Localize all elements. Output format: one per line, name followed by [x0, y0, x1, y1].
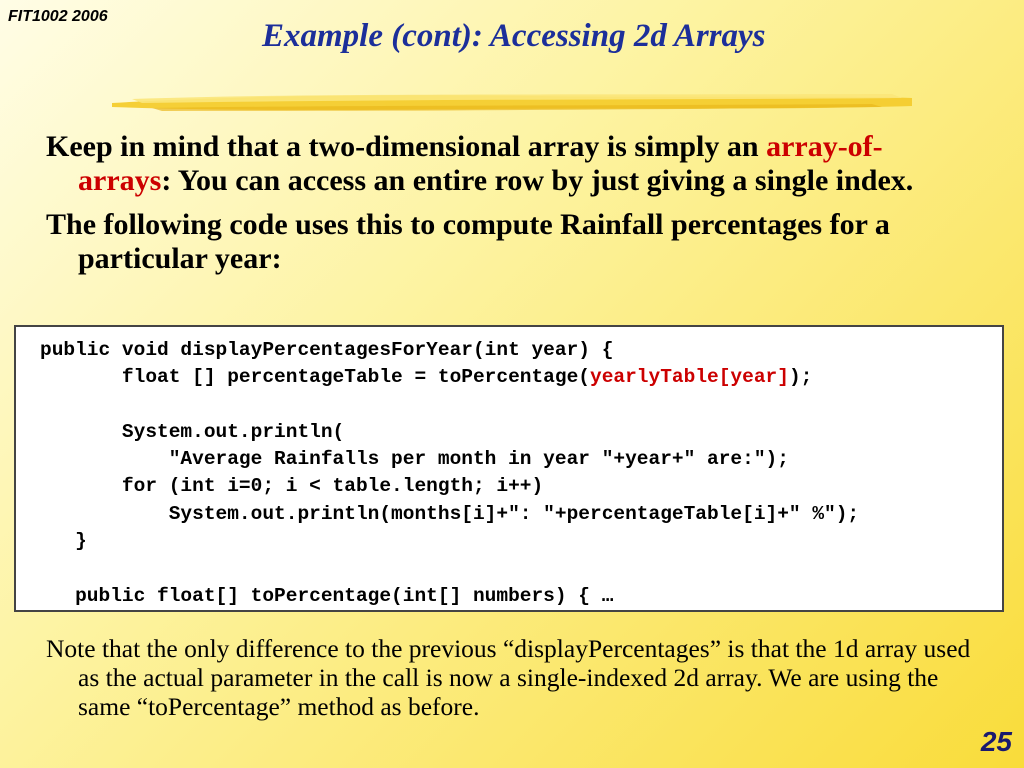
code-line: for (int i=0; i < table.length; i++): [40, 475, 544, 498]
code-line: [40, 555, 1002, 582]
note-text: Note that the only difference to the previous “displayPercentages” is that the 1d array used as the actual parameter in the call is now a single-indexed 2d array. We are using the same “toPercentage” method as before.: [46, 634, 971, 721]
bullet-item-array-of-arrays: [46, 130, 966, 198]
highlight-array-of-arrays: array-of-arrays: [78, 130, 883, 197]
bullet-text-after: : You can access an entire row by just giving a single index.: [161, 164, 914, 197]
code-line: "Average Rainfalls per month in year "+year+" are:");: [40, 448, 789, 471]
title-underline-brush: [112, 90, 912, 114]
code-block: [14, 325, 1004, 612]
code-line: public void displayPercentagesForYear(int year) {: [40, 339, 614, 361]
code-line: System.out.println(: [40, 420, 345, 443]
bullet-list: [46, 130, 966, 286]
code-line: [40, 392, 1002, 419]
code-highlight-yearly-table: yearlyTable[year]: [590, 366, 789, 389]
code-line: System.out.println(months[i]+": "+percentageTable[i]+" %");: [40, 502, 860, 525]
code-listing: [40, 337, 1002, 610]
bullet-text-before: Keep in mind that a two-dimensional array is simply an: [46, 130, 767, 163]
page-number: 25: [980, 726, 1012, 757]
course-label: FIT1002 2006: [8, 8, 108, 25]
code-line: }: [40, 530, 87, 553]
code-line: public float[] toPercentage(int[] numbers) { …: [40, 584, 614, 607]
code-line: float [] percentageTable = toPercentage(yearlyTable[year]);: [40, 366, 813, 389]
bullet-text: The following code uses this to compute Rainfall percentages for a particular year:: [46, 208, 890, 275]
note-paragraph: [46, 634, 986, 721]
bullet-item-following-code: [46, 208, 966, 276]
slide-title: Example (cont): Accessing 2d Arrays: [262, 18, 766, 54]
